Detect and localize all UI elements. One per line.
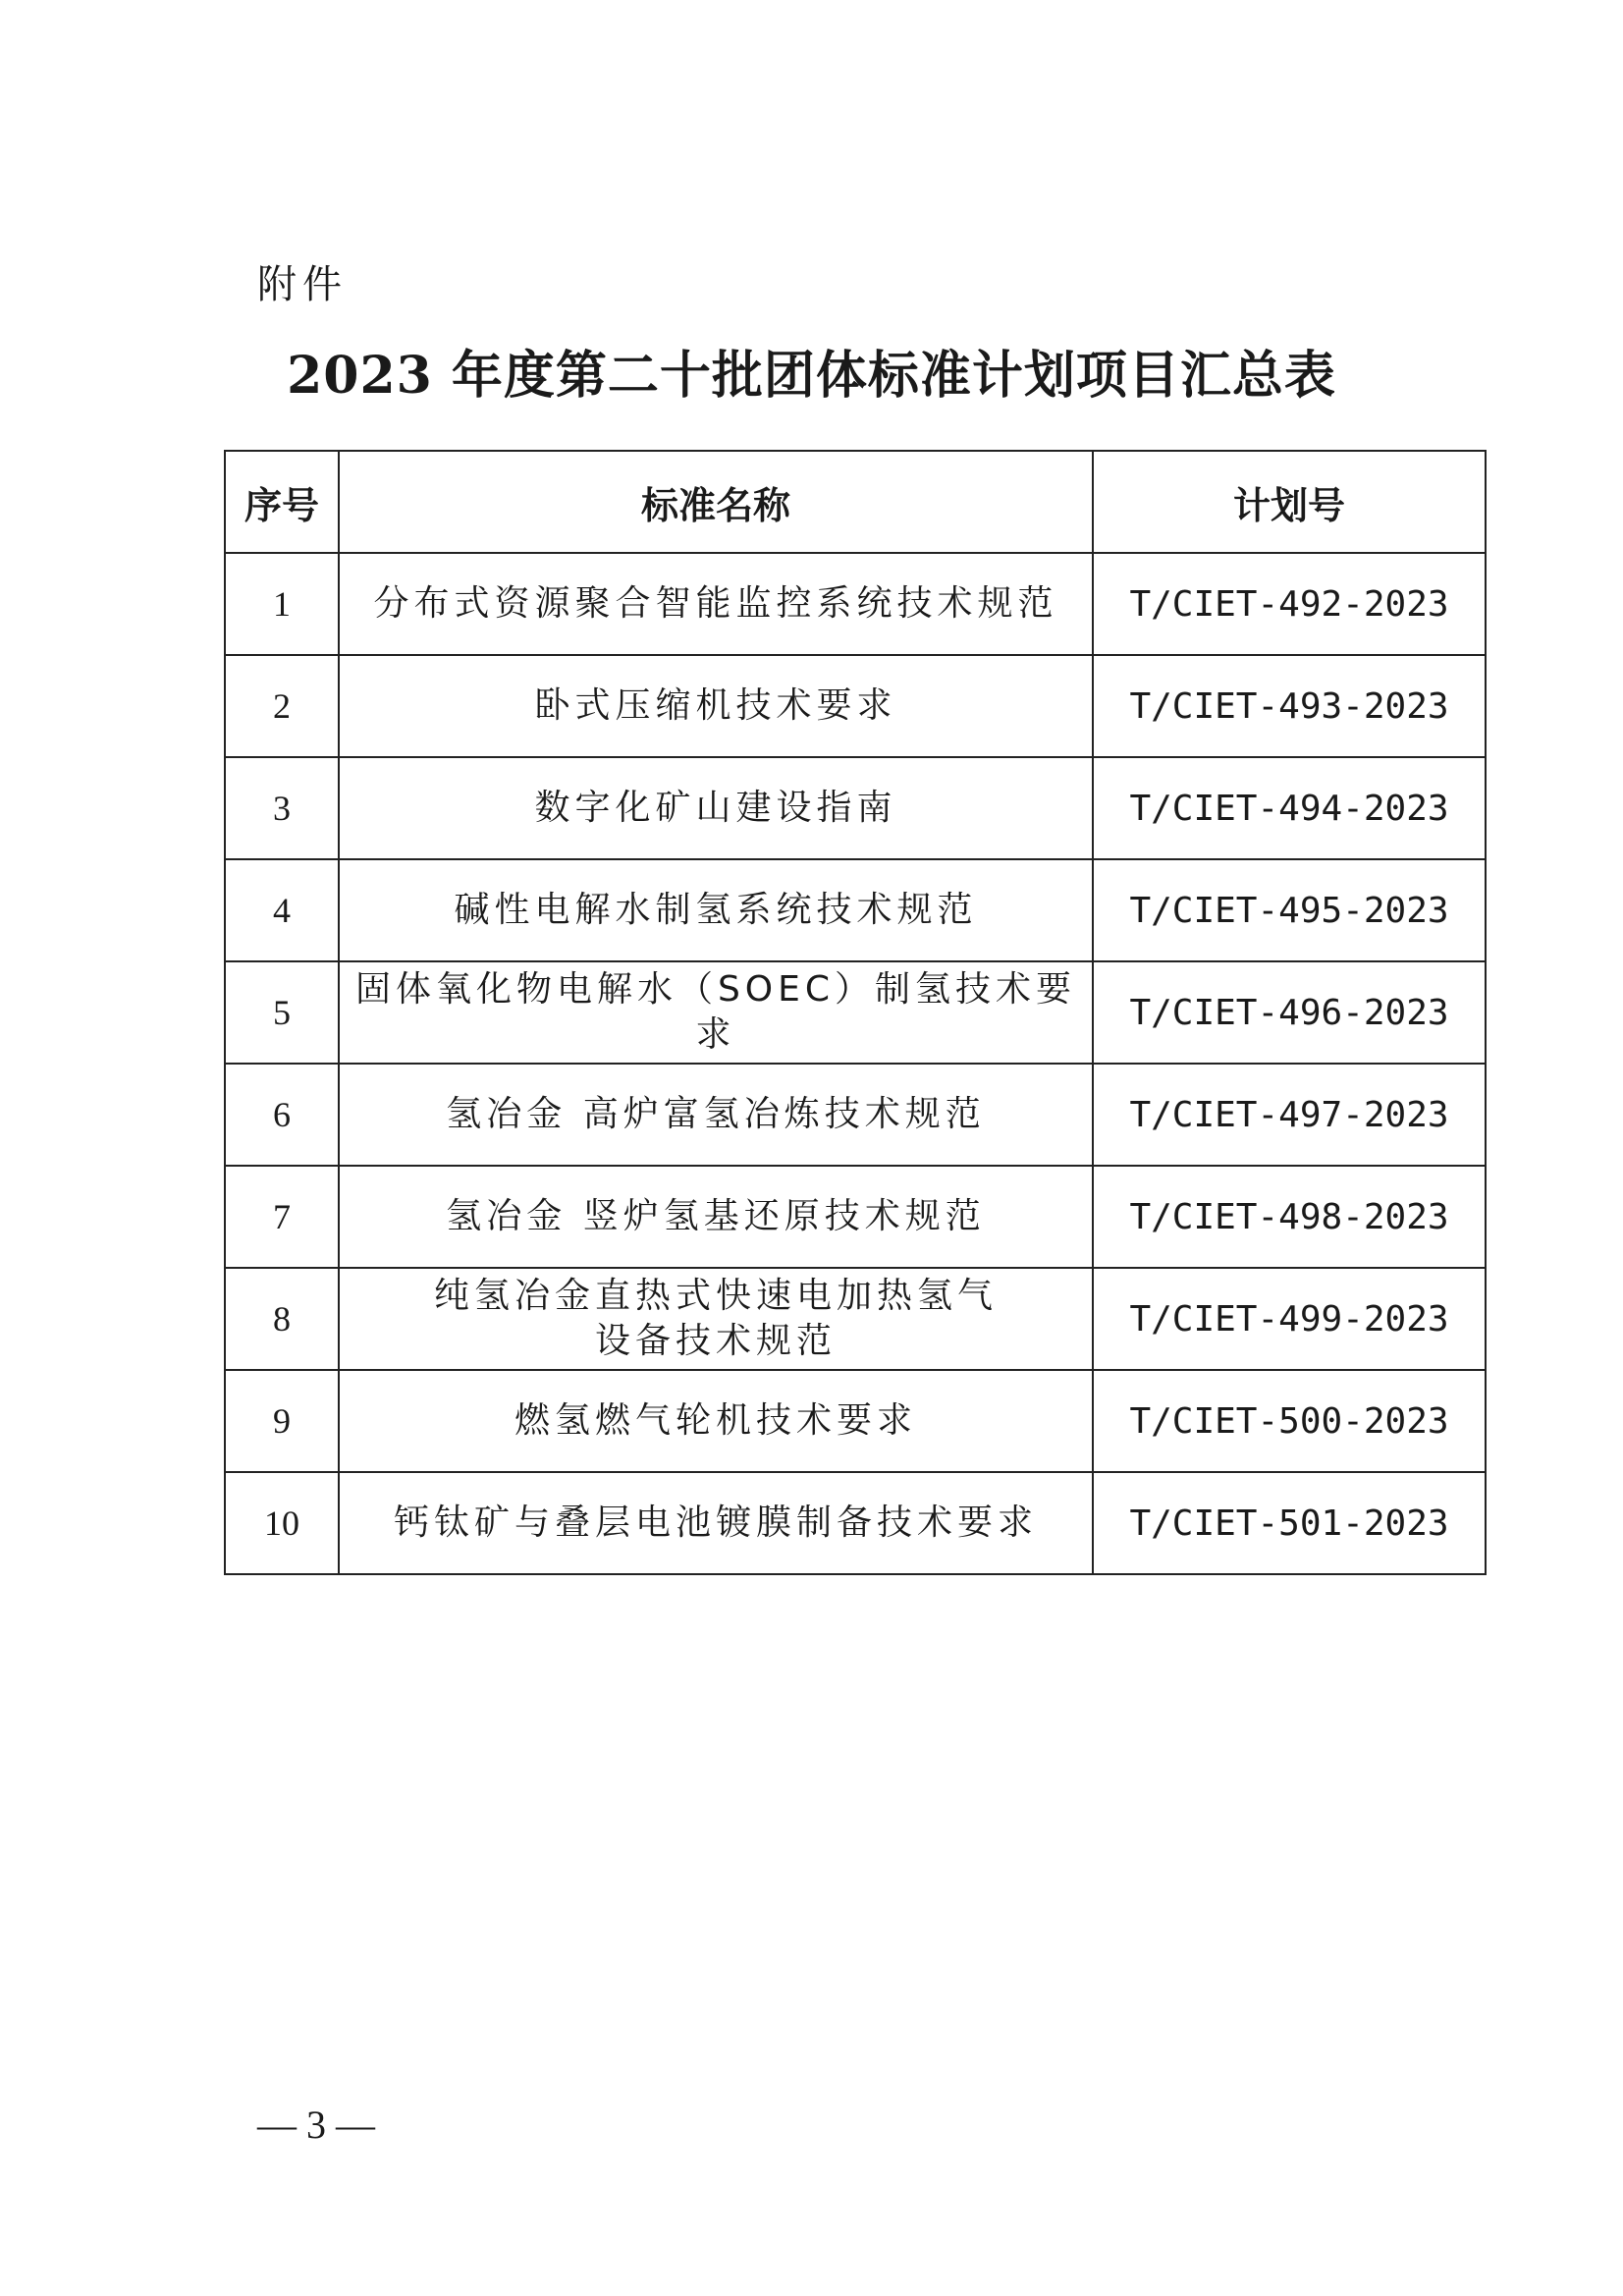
table-row bbox=[225, 859, 1486, 961]
header-serial-number: 序号 bbox=[225, 451, 339, 553]
table-row bbox=[225, 1268, 1486, 1370]
table-row bbox=[225, 553, 1486, 655]
row-serial-number: 7 bbox=[225, 1166, 339, 1268]
table-header-row bbox=[225, 451, 1486, 553]
row-serial-number: 2 bbox=[225, 655, 339, 757]
row-plan-number: T/CIET-499-2023 bbox=[1093, 1268, 1486, 1370]
table-row bbox=[225, 757, 1486, 859]
row-plan-number: T/CIET-498-2023 bbox=[1093, 1166, 1486, 1268]
row-standard-name: 碱性电解水制氢系统技术规范 bbox=[339, 859, 1093, 961]
row-serial-number: 10 bbox=[225, 1472, 339, 1574]
row-standard-name: 固体氧化物电解水（SOEC）制氢技术要求 bbox=[339, 961, 1093, 1064]
row-standard-name bbox=[339, 1268, 1093, 1370]
row-plan-number: T/CIET-495-2023 bbox=[1093, 859, 1486, 961]
document-title: 2023 年度第二十批团体标准计划项目汇总表 bbox=[287, 346, 1336, 406]
row-standard-name: 卧式压缩机技术要求 bbox=[339, 655, 1093, 757]
row-plan-number: T/CIET-492-2023 bbox=[1093, 553, 1486, 655]
row-serial-number: 1 bbox=[225, 553, 339, 655]
row-standard-name: 氢冶金 竖炉氢基还原技术规范 bbox=[339, 1166, 1093, 1268]
row-standard-name: 氢冶金 高炉富氢冶炼技术规范 bbox=[339, 1064, 1093, 1166]
row-standard-name: 燃氢燃气轮机技术要求 bbox=[339, 1370, 1093, 1472]
row-standard-name: 分布式资源聚合智能监控系统技术规范 bbox=[339, 553, 1093, 655]
row-plan-number: T/CIET-497-2023 bbox=[1093, 1064, 1486, 1166]
row-plan-number: T/CIET-494-2023 bbox=[1093, 757, 1486, 859]
row-plan-number: T/CIET-493-2023 bbox=[1093, 655, 1486, 757]
row-serial-number: 6 bbox=[225, 1064, 339, 1166]
table-row bbox=[225, 1472, 1486, 1574]
row-serial-number: 9 bbox=[225, 1370, 339, 1472]
table-row bbox=[225, 1166, 1486, 1268]
row-standard-name: 钙钛矿与叠层电池镀膜制备技术要求 bbox=[339, 1472, 1093, 1574]
row-serial-number: 8 bbox=[225, 1268, 339, 1370]
row-plan-number: T/CIET-501-2023 bbox=[1093, 1472, 1486, 1574]
row-serial-number: 4 bbox=[225, 859, 339, 961]
page-number: — 3 — bbox=[257, 2103, 375, 2147]
table-row bbox=[225, 655, 1486, 757]
table-row bbox=[225, 1064, 1486, 1166]
header-standard-name: 标准名称 bbox=[339, 451, 1093, 553]
row-standard-name-line-2: 设备技术规范 bbox=[594, 1321, 837, 1361]
table-row bbox=[225, 961, 1486, 1064]
table-row bbox=[225, 1370, 1486, 1472]
header-plan-number: 计划号 bbox=[1093, 451, 1486, 553]
row-plan-number: T/CIET-500-2023 bbox=[1093, 1370, 1486, 1472]
row-plan-number: T/CIET-496-2023 bbox=[1093, 961, 1486, 1064]
attachment-label: 附件 bbox=[257, 262, 348, 307]
row-standard-name-line-1: 纯氢冶金直热式快速电加热氢气 bbox=[433, 1276, 998, 1316]
row-standard-name: 数字化矿山建设指南 bbox=[339, 757, 1093, 859]
row-serial-number: 5 bbox=[225, 961, 339, 1064]
standards-plan-table bbox=[224, 450, 1487, 1575]
row-serial-number: 3 bbox=[225, 757, 339, 859]
